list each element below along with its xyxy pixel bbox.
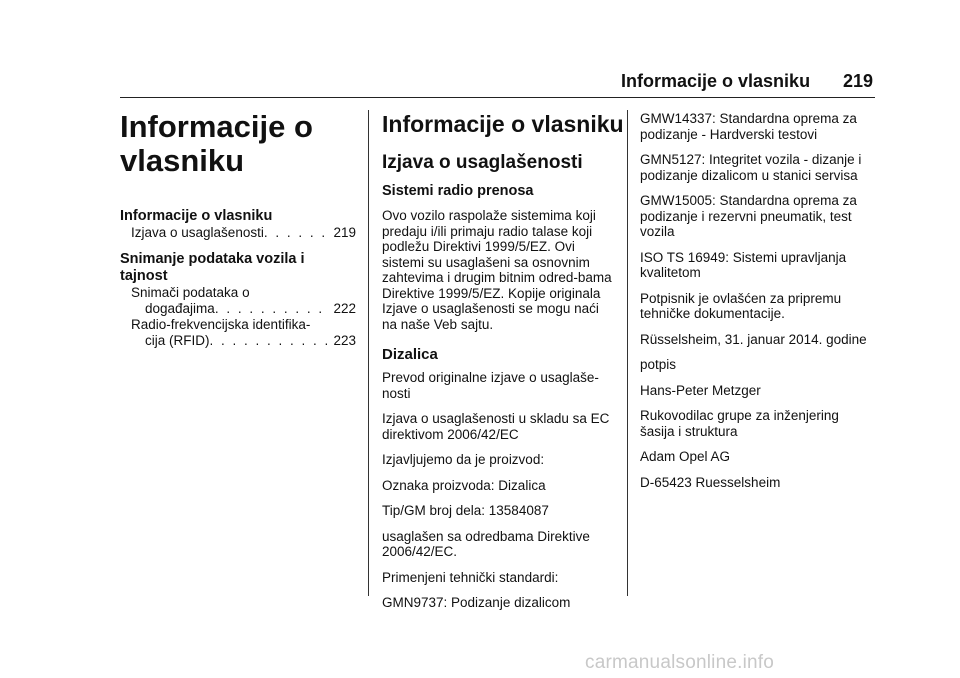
radio-heading: Sistemi radio prenosa xyxy=(382,183,534,199)
signer-role: Rukovodilac grupe za inženjering šasija i struktura xyxy=(640,408,839,439)
toc-entry-label: Izjava o usaglašenosti xyxy=(131,225,264,240)
jack-paragraph: Primenjeni tehnički standardi: xyxy=(382,569,559,585)
toc-title: Informacije o vlasniku xyxy=(120,109,313,178)
date-paragraph: Rüsselsheim, 31. januar 2014. godine xyxy=(640,331,867,347)
signatory-paragraph: Potpisnik je ovlašćen za pripremu tehničke dokumentacije. xyxy=(640,290,842,321)
header-title: Informacije o vlasniku xyxy=(621,71,811,91)
jack-heading: Dizalica xyxy=(382,346,438,363)
signature-label: potpis xyxy=(640,357,677,372)
watermark-text: carmanualsonline.info xyxy=(585,652,775,673)
toc-leader-dots xyxy=(215,301,331,317)
toc-leader-dots xyxy=(264,225,331,241)
standard-paragraph: GMW15005: Standardna oprema za podizanje i rezervni pneumatik, test vozila xyxy=(640,193,857,239)
toc-entry-page: 223 xyxy=(333,333,356,348)
toc-entry-snimaci[interactable] xyxy=(120,301,356,317)
main-column xyxy=(382,108,624,611)
toc-entry-page: 219 xyxy=(333,225,356,240)
toc-entry-izjava[interactable] xyxy=(120,225,356,241)
toc-column xyxy=(120,108,356,349)
toc-section-heading[interactable]: Informacije o vlasniku xyxy=(120,208,273,224)
standard-paragraph: GMN5127: Integritet vozila - dizanje i podizanje dizalicom u stanici servisa xyxy=(640,152,862,183)
toc-leader-dots xyxy=(210,333,331,349)
toc-entry-rfid[interactable] xyxy=(120,333,356,349)
jack-paragraph: usaglašen sa odredbama Direktive 2006/42/EC. xyxy=(382,528,590,559)
company-address: D-65423 Ruesselsheim xyxy=(640,474,781,490)
standard-paragraph: ISO TS 16949: Sistemi upravljanja kvalitetom xyxy=(640,249,847,280)
jack-paragraph: GMN9737: Podizanje dizalicom xyxy=(382,595,571,610)
toc-entry-label-line1: Snimači podataka o xyxy=(131,285,250,300)
jack-paragraph: Prevod originalne izjave o usaglaše-nosti xyxy=(382,370,599,401)
company-name: Adam Opel AG xyxy=(640,449,731,464)
radio-paragraph: Ovo vozilo raspolaže sistemima koji predaju i/ili primaju radio talase koji podležu Direktivi 1999/5/EZ. Ovi sistemi su usaglašeni sa osnovnim zahtevima i drugim bitnim odred-bama Direktive 1999/5/EZ. Kopije originala Izjave o usaglašenosti se mogu naći na naše Veb sajtu. xyxy=(382,208,612,332)
column-divider-right xyxy=(627,110,628,596)
column-divider-left xyxy=(368,110,369,596)
toc-entry-label: cija (RFID) xyxy=(145,333,210,348)
toc-entry-label: događajima xyxy=(145,301,215,316)
section-title: Izjava o usaglašenosti xyxy=(382,152,583,173)
signer-name: Hans-Peter Metzger xyxy=(640,382,761,398)
toc-entry-label-line1: Radio-frekvencijska identifika- xyxy=(131,317,311,332)
jack-paragraph: Tip/GM broj dela: 13584087 xyxy=(382,503,549,518)
main-title: Informacije o vlasniku xyxy=(382,111,624,137)
right-column xyxy=(640,108,876,490)
toc-entry-page: 222 xyxy=(333,301,356,316)
jack-paragraph: Oznaka proizvoda: Dizalica xyxy=(382,477,546,493)
jack-paragraph: Izjava o usaglašenosti u skladu sa EC direktivom 2006/42/EC xyxy=(382,411,610,442)
toc-section-heading[interactable]: Snimanje podataka vozila i tajnost xyxy=(120,251,305,284)
page-number: 219 xyxy=(843,71,874,91)
header-rule xyxy=(120,97,875,98)
jack-paragraph: Izjavljujemo da je proizvod: xyxy=(382,452,545,467)
standard-paragraph: GMW14337: Standardna oprema za podizanje - Hardverski testovi xyxy=(640,111,857,142)
